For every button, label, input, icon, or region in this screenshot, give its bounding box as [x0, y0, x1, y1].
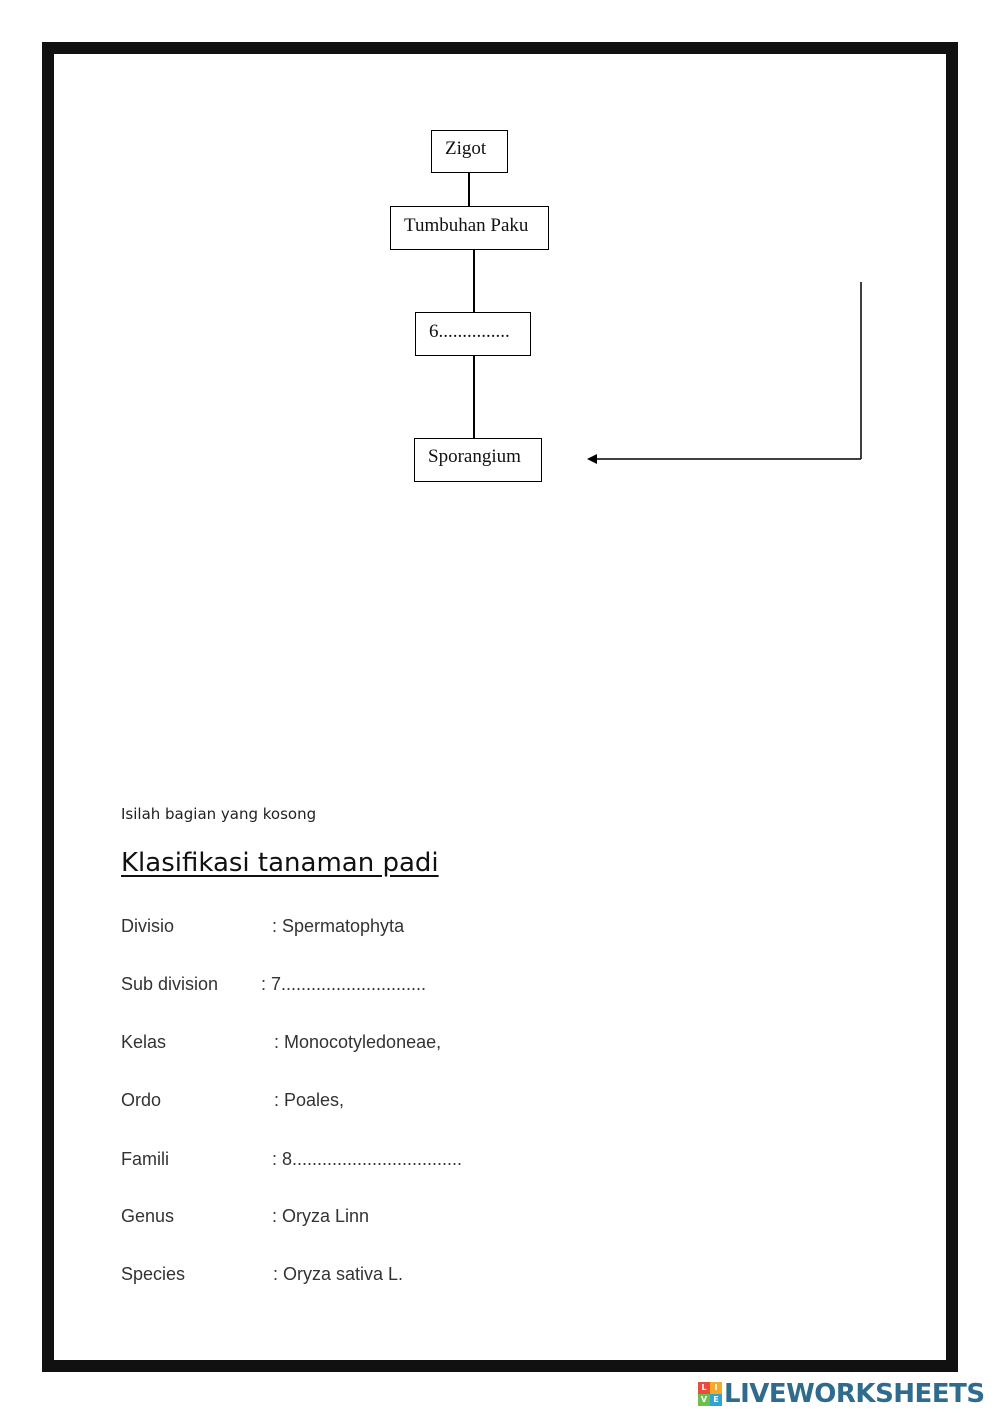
box-tumbuhan-paku-label: Tumbuhan Paku [404, 215, 529, 236]
row-key: Ordo [121, 1090, 162, 1110]
box-blank-6-label: 6............... [429, 321, 510, 342]
row-key: Famili [121, 1149, 169, 1169]
row-key: Kelas [121, 1032, 167, 1052]
box-sporangium-label: Sporangium [428, 446, 521, 467]
logo-letter: L [698, 1382, 710, 1394]
row-key: Divisio [121, 916, 175, 936]
box-tumbuhan-paku [390, 206, 549, 250]
liveworksheets-logo-icon [698, 1382, 722, 1406]
box-zigot-label: Zigot [445, 138, 487, 159]
row-value-blank-7[interactable]: : 7............................. [261, 974, 427, 994]
row-value: : Spermatophyta [272, 916, 405, 936]
row-key: Sub division [121, 974, 219, 994]
logo-letter: V [698, 1394, 710, 1406]
logo-letter: E [710, 1394, 722, 1406]
box-blank-6[interactable] [415, 312, 531, 356]
row-value: : Oryza sativa L. [273, 1264, 404, 1284]
row-value: : Oryza Linn [272, 1206, 370, 1226]
logo-letter: I [710, 1382, 722, 1394]
box-sporangium [414, 438, 542, 482]
brand-name: LIVEWORKSHEETS [724, 1379, 985, 1409]
row-value: : Monocotyledoneae, [274, 1032, 442, 1052]
row-value: : Poales, [274, 1090, 345, 1110]
instruction-text: Isilah bagian yang kosong [121, 805, 317, 823]
section-title: Klasifikasi tanaman padi [121, 848, 439, 878]
row-value-blank-8[interactable]: : 8.................................. [272, 1149, 463, 1169]
liveworksheets-brand[interactable] [698, 1378, 985, 1410]
row-key: Species [121, 1264, 186, 1284]
row-key: Genus [121, 1206, 175, 1226]
box-zigot [431, 130, 508, 173]
